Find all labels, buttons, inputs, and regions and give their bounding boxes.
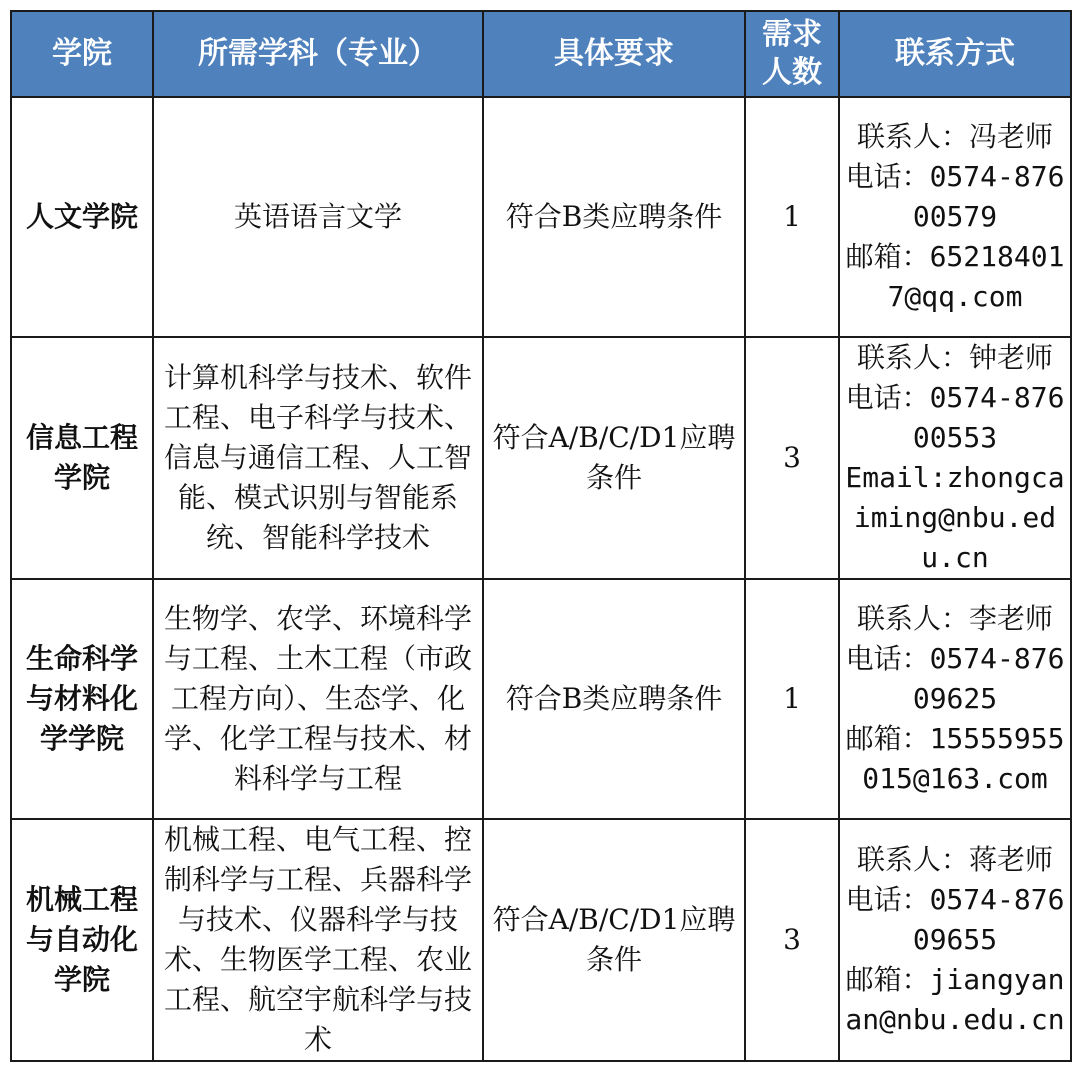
college-cell: 生命科学与材料化学学院 bbox=[11, 579, 153, 819]
requirement-cell: 符合A/B/C/D1应聘条件 bbox=[483, 337, 745, 579]
header-contact: 联系方式 bbox=[839, 11, 1071, 97]
contact-cell bbox=[839, 337, 1071, 579]
contact-cell bbox=[839, 819, 1071, 1061]
requirement-cell: 符合B类应聘条件 bbox=[483, 579, 745, 819]
contact-email[interactable]: Email:zhongcaiming@nbu.edu.cn bbox=[845, 461, 1065, 574]
contact-phone: 电话：0574-87609655 bbox=[845, 883, 1065, 956]
table-header-row bbox=[11, 11, 1071, 97]
header-requirement: 具体要求 bbox=[483, 11, 745, 97]
subject-text: 英语语言文学 bbox=[233, 200, 402, 233]
subject-cell bbox=[153, 579, 483, 819]
count-cell: 1 bbox=[745, 97, 839, 337]
subject-cell bbox=[153, 97, 483, 337]
subject-text: 生物学、农学、环境科学与工程、土木工程（市政工程方向）、生态学、化学、化学工程与技术、材料科学与工程 bbox=[163, 602, 472, 795]
requirement-cell: 符合A/B/C/D1应聘条件 bbox=[483, 819, 745, 1061]
count-cell: 3 bbox=[745, 819, 839, 1061]
contact-phone: 电话：0574-87600579 bbox=[845, 160, 1065, 233]
contact-person: 联系人：李老师 bbox=[856, 602, 1053, 635]
contact-email[interactable]: 邮箱：652184017@qq.com bbox=[845, 240, 1065, 313]
header-count: 需求人数 bbox=[745, 11, 839, 97]
table-row bbox=[11, 819, 1071, 1061]
contact-phone: 电话：0574-87609625 bbox=[845, 642, 1065, 715]
header-subject: 所需学科（专业） bbox=[153, 11, 483, 97]
college-cell: 人文学院 bbox=[11, 97, 153, 337]
contact-phone: 电话：0574-87600553 bbox=[845, 381, 1065, 454]
subject-text: 机械工程、电气工程、控制科学与工程、兵器科学与技术、仪器科学与技术、生物医学工程、农业工程、航空宇航科学与技术 bbox=[163, 823, 472, 1056]
subject-text: 计算机科学与技术、软件工程、电子科学与技术、信息与通信工程、人工智能、模式识别与智能系统、智能科学技术 bbox=[163, 361, 472, 554]
table-row bbox=[11, 337, 1071, 579]
table-row bbox=[11, 579, 1071, 819]
college-cell: 信息工程学院 bbox=[11, 337, 153, 579]
contact-cell bbox=[839, 97, 1071, 337]
contact-email[interactable]: 邮箱：15555955015@163.com bbox=[845, 722, 1065, 795]
subject-cell bbox=[153, 337, 483, 579]
count-cell: 3 bbox=[745, 337, 839, 579]
recruitment-table bbox=[10, 10, 1072, 1062]
table-row bbox=[11, 97, 1071, 337]
college-cell: 机械工程与自动化学院 bbox=[11, 819, 153, 1061]
count-cell: 1 bbox=[745, 579, 839, 819]
contact-person: 联系人：蒋老师 bbox=[856, 843, 1053, 876]
subject-cell bbox=[153, 819, 483, 1061]
contact-email[interactable]: 邮箱：jiangyanan@nbu.edu.cn bbox=[845, 963, 1065, 1036]
header-college: 学院 bbox=[11, 11, 153, 97]
contact-person: 联系人：冯老师 bbox=[856, 120, 1053, 153]
contact-cell bbox=[839, 579, 1071, 819]
requirement-cell: 符合B类应聘条件 bbox=[483, 97, 745, 337]
contact-person: 联系人：钟老师 bbox=[856, 341, 1053, 374]
